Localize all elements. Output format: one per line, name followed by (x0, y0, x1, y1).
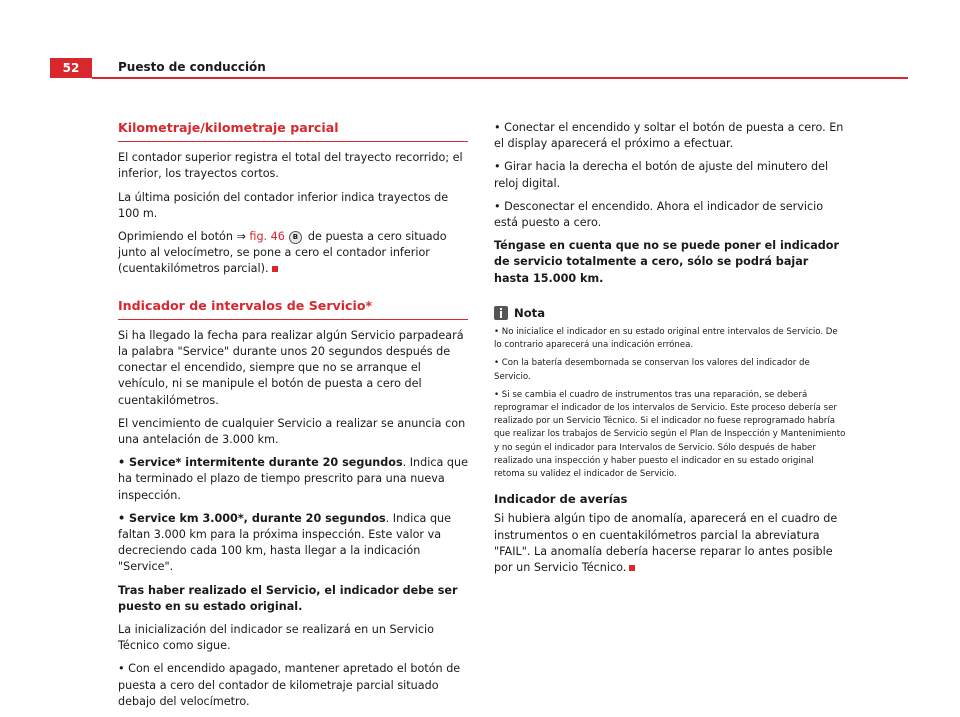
bullet-item (118, 511, 468, 576)
bullet-item: • Desconectar el encendido. Ahora el indicador de servicio está puesto a cero. (494, 199, 824, 230)
warning-text: Téngase en cuenta que no se puede poner el indicador de servicio totalmente a cero, sólo se podrá bajar hasta 15.000 km. (494, 239, 839, 285)
header-title: Puesto de conducción (118, 60, 266, 74)
bullet-item (118, 455, 468, 504)
end-mark-icon (629, 565, 635, 571)
section-heading-intervalos: Indicador de intervalos de Servicio* (118, 298, 468, 320)
note-item: • No inicialice el indicador en su estado original entre intervalos de Servicio. De lo contrario aparecerá una indicación errónea. (494, 327, 838, 351)
note-header (494, 305, 846, 321)
paragraph: La inicialización del indicador se realizará en un Servicio Técnico como sigue. (118, 623, 434, 653)
bullet-text: . Indica que ha terminado el plazo de tiempo prescrito para una nueva inspección. (118, 456, 468, 502)
warning-text: Tras haber realizado el Servicio, el indicador debe ser puesto en su estado original. (118, 583, 458, 613)
bullet-bold: • Service km 3.000*, durante 20 segundos (118, 511, 386, 525)
header-rule (92, 77, 908, 79)
subheading-averias: Indicador de averías (494, 492, 628, 507)
page-number: 52 (50, 58, 92, 78)
paragraph-reset-button (118, 229, 468, 278)
paragraph: Si ha llegado la fecha para realizar algún Servicio parpadeará la palabra "Service" durante unos 20 segundos después de conectar el encendido, siempre que no se arranque el vehículo, ni se manipule el botón de puesta a cero del cuentakilómetros. (118, 328, 464, 407)
bullet-item: • Conectar el encendido y soltar el botón de puesta a cero. En el display aparecerá el próximo a efectuar. (494, 121, 844, 151)
note-item: • Con la batería desembornada se conservan los valores del indicador de Servicio. (494, 358, 810, 382)
note-title: Nota (514, 305, 546, 320)
paragraph: El contador superior registra el total del trayecto recorrido; el inferior, los trayectos cortos. (118, 151, 463, 181)
note-box (494, 326, 846, 481)
left-column (118, 120, 468, 717)
section-heading-kilometraje: Kilometraje/kilometraje parcial (118, 120, 468, 142)
callout-b-icon: B (289, 231, 302, 244)
bullet-item: • Girar hacia la derecha el botón de ajuste del minutero del reloj digital. (494, 160, 829, 190)
paragraph: El vencimiento de cualquier Servicio a realizar se anuncia con una antelación de 3.000 km. (118, 416, 466, 447)
info-note-icon (494, 306, 508, 320)
paragraph-averias (494, 511, 846, 576)
paragraph-text: Oprimiendo el botón ⇒ (118, 230, 250, 244)
paragraph-text: Si hubiera algún tipo de anomalía, aparecerá en el cuadro de instrumentos o en cuentakilómetros parcial la abreviatura "FAIL". La anomalía debería hacerse reparar lo antes posible por un Servicio Técnico. (494, 512, 838, 575)
bullet-bold: • Service* intermitente durante 20 segundos (118, 456, 403, 470)
bullet-text: . Indica que faltan 3.000 km para la próxima inspección. Este valor va decreciendo cada 100 km, hasta llegar a la indicación "Service". (118, 511, 452, 574)
figure-reference-link[interactable]: fig. 46 (249, 230, 285, 244)
bullet-item: • Con el encendido apagado, mantener apretado el botón de puesta a cero del contador de kilometraje parcial situado debajo del velocímetro. (118, 662, 461, 708)
note-item: • Si se cambia el cuadro de instrumentos tras una reparación, se deberá reprogramar el indicador de los intervalos de Servicio. Este proceso debería ser realizado por un Servicio Técnico. Si el indicador no fuese reprogramado habría que realizar los trabajos de Servicio según el Plan de Inspección y Mantenimiento y no según el indicador para Intervalos de Servicio. Sólo después de haber realizado una inspección y haber puesto el indicador en su estado original retoma su validez el indicador de Servicio. (494, 389, 846, 480)
paragraph: La última posición del contador inferior indica trayectos de 100 m. (118, 190, 449, 220)
right-column (494, 120, 846, 583)
end-mark-icon (272, 266, 278, 272)
paragraph-text: de puesta a cero situado junto al velocímetro, se pone a cero el contador inferior (cuentakilómetros parcial). (118, 230, 447, 276)
